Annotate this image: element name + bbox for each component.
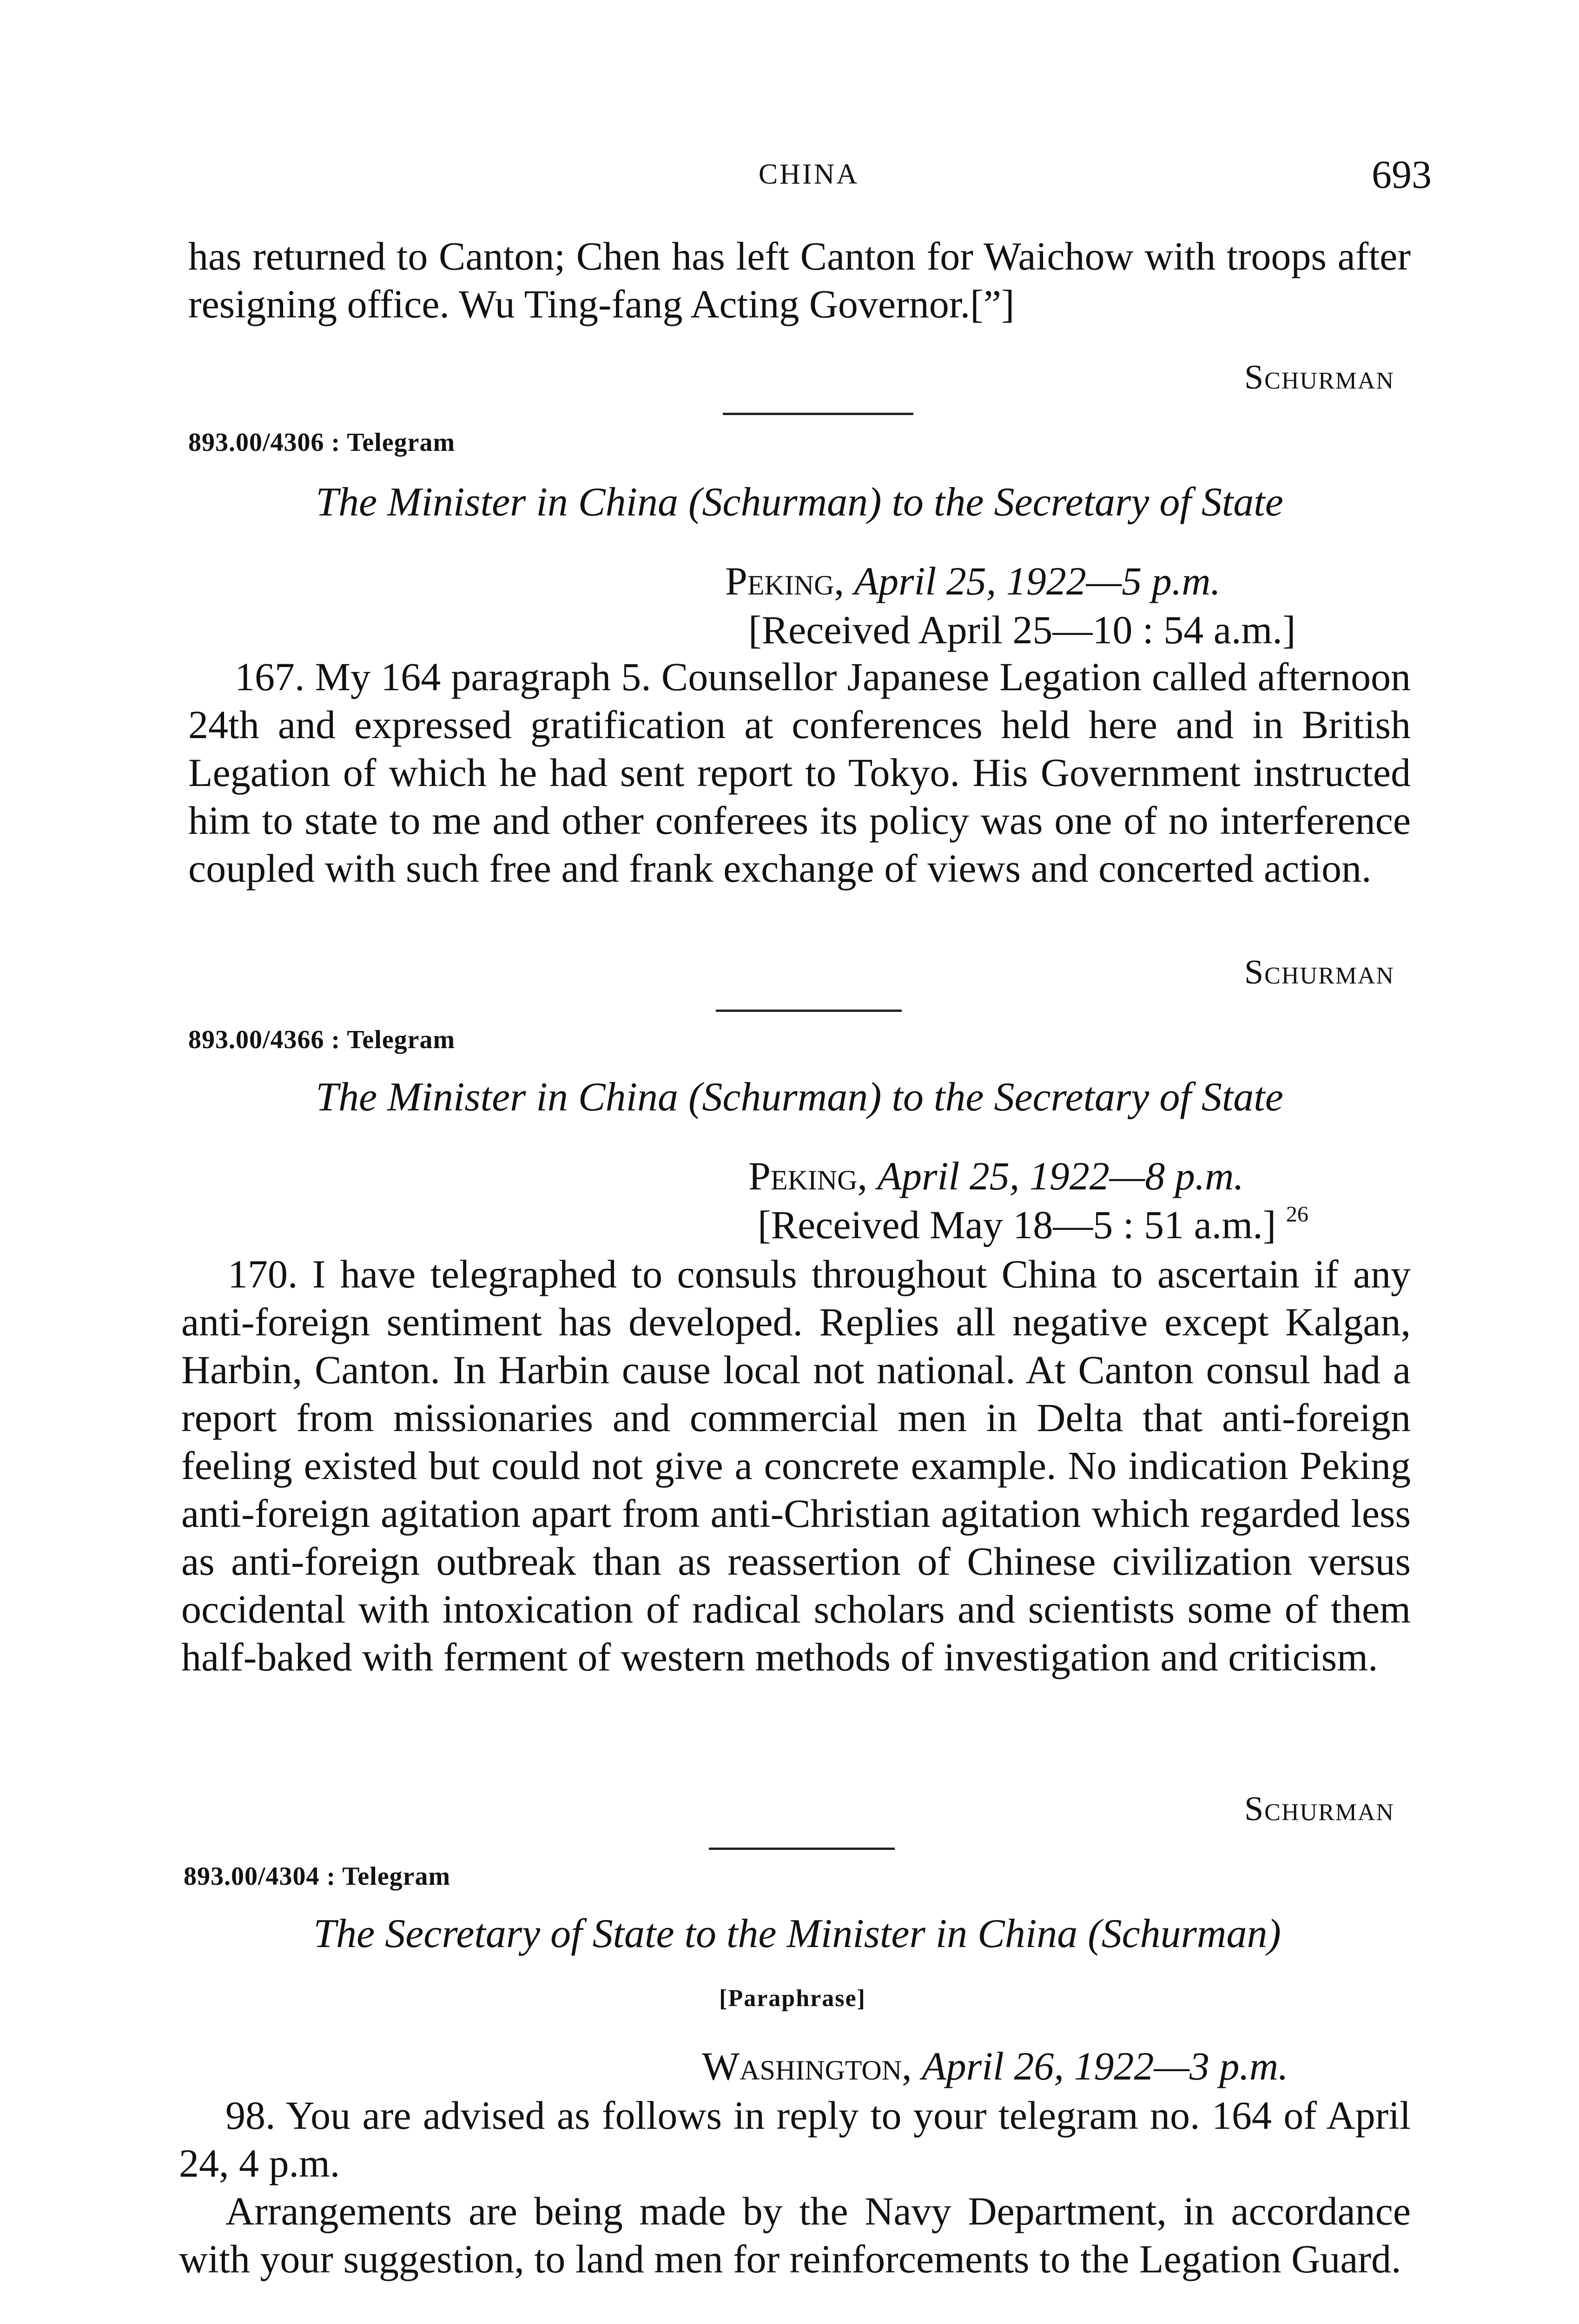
received-text: [Received May 18—5 : 51 a.m.] <box>758 1202 1276 1247</box>
dateline <box>748 1153 1422 1199</box>
telegram-text: 98. You are advised as follows in reply to your telegram no. 164 of April 24, 4 p.m. <box>179 2093 1411 2185</box>
dateline-city: Washington, <box>702 2044 912 2088</box>
received-note <box>758 1202 1432 1248</box>
page-number: 693 <box>1372 152 1432 197</box>
telegram-body <box>188 653 1411 892</box>
section-divider <box>723 413 913 415</box>
dateline-date: April 26, 1922—3 p.m. <box>922 2044 1288 2088</box>
file-reference: 893.00/4366 : Telegram <box>188 1025 456 1054</box>
dateline-date: April 25, 1922—8 p.m. <box>877 1154 1244 1198</box>
signature: Schurman <box>1244 953 1394 991</box>
section-divider <box>709 1848 895 1850</box>
signature: Schurman <box>1244 1790 1394 1828</box>
file-reference: 893.00/4306 : Telegram <box>188 428 456 457</box>
telegram-body <box>181 1250 1411 1681</box>
paraphrase-tag: [Paraphrase] <box>719 1985 866 2012</box>
telegram-text: 170. I have telegraphed to consuls throughout China to ascertain if any anti-foreign sentiment has developed. Replies all negative except Kalgan, Harbin, Canton. In Harbin cause local not national. At Canton consul had a report from missionaries and commercial men in Delta that anti-foreign feeling existed but could not give a concrete example. No indication Peking anti-foreign agitation apart from anti-Christian agitation which regarded less as anti-foreign outbreak than as reassertion of Chinese civilization versus occidental with intoxication of radical scholars and scientists some of them half-baked with ferment of western methods of investigation and criticism. <box>181 1252 1411 1679</box>
dateline-city: Peking, <box>725 559 844 603</box>
telegram-body <box>179 2092 1411 2283</box>
document-heading: The Secretary of State to the Minister in China (Schurman) <box>313 1911 1281 1956</box>
dateline <box>702 2043 1446 2089</box>
telegram-text: 167. My 164 paragraph 5. Counsellor Japanese Legation called afternoon 24th and expressed gratification at conferences held here and in British Legation of which he had sent report to Tokyo. His Government instructed him to state to me and other conferees its policy was one of no interference coupled with such free and frank exchange of views and concerted action. <box>188 654 1411 891</box>
signature: Schurman <box>1244 358 1394 396</box>
footnote-reference: 26 <box>1286 1202 1308 1227</box>
received-note: [Received April 25—10 : 54 a.m.] <box>748 607 1296 652</box>
dateline-city: Peking, <box>748 1154 867 1198</box>
dateline-date: April 25, 1922—5 p.m. <box>854 559 1221 603</box>
telegram-text: Arrangements are being made by the Navy Department, in accordance with your suggestion, to land men for reinforcements to the Legation Guard. <box>179 2189 1411 2281</box>
file-reference: 893.00/4304 : Telegram <box>184 1862 451 1891</box>
continuation-paragraph <box>188 232 1411 328</box>
section-divider <box>716 1010 902 1012</box>
document-heading: The Minister in China (Schurman) to the Secretary of State <box>316 1075 1283 1120</box>
document-heading: The Minister in China (Schurman) to the Secretary of State <box>316 480 1283 525</box>
continuation-text: has returned to Canton; Chen has left Canton for Waichow with troops after resigning office. Wu Ting-fang Acting Governor.[”] <box>188 234 1411 326</box>
running-header: CHINA <box>758 158 859 190</box>
dateline <box>725 558 1422 604</box>
